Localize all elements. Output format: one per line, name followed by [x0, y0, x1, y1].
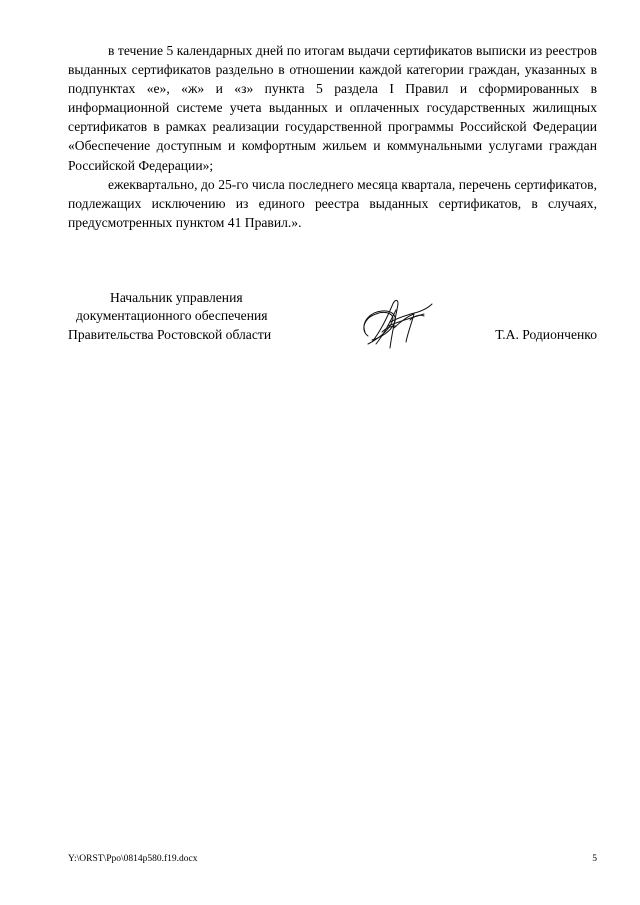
handwritten-signature-icon [352, 292, 434, 356]
signer-name: Т.А. Родионченко [495, 327, 597, 342]
signature-block [0, 288, 640, 358]
paragraph-quarterly-list: ежеквартально, до 25-го числа последнего месяца квартала, перечень сертификатов, подлежащих исключению из единого реестра выданных сертификатов, в случаях, предусмотренных пунктом 41 Правил.». [68, 176, 597, 230]
footer-file-path: Y:\ORST\Ppo\0814p580.f19.docx [68, 854, 198, 864]
document-body [68, 41, 597, 232]
page-number: 5 [592, 854, 597, 864]
signer-position-line-2: документационного обеспечения [76, 308, 268, 323]
signer-position-line-3: Правительства Ростовской области [68, 327, 272, 342]
paragraph-certificate-extracts: в течение 5 календарных дней по итогам выдачи сертификатов выписки из реестров выданных сертификатов раздельно в отношении каждой категории граждан, указанных в подпунктах «е», «ж» и «з» пункта 5 раздела I Правил и сформированных в информационной системе учета выданных и оплаченных государственных жилищных сертификатов в рамках реализации государственной программы Российской Федерации «Обеспечение доступным и комфортным жильем и коммунальными услугами граждан Российской Федерации»; [68, 43, 597, 173]
signer-position-line-1: Начальник управления [110, 290, 243, 305]
